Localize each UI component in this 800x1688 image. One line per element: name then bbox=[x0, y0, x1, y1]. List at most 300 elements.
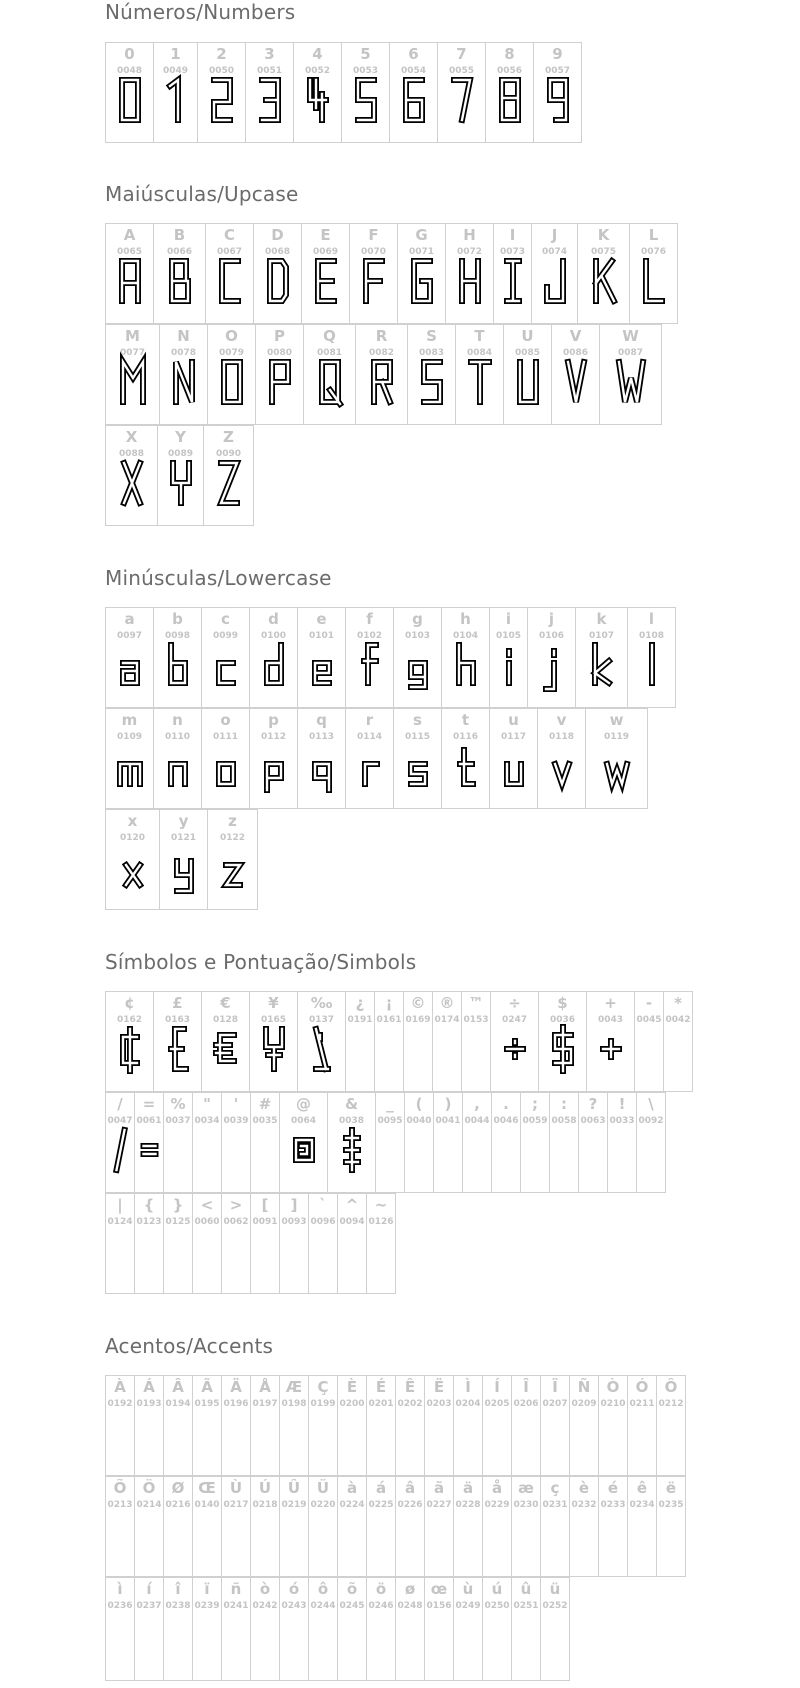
glyph-cell bbox=[453, 1476, 483, 1577]
glyph-char-label: E bbox=[320, 226, 331, 244]
glyph-cell bbox=[462, 1092, 492, 1193]
glyph-cell bbox=[585, 708, 648, 809]
glyph-char-label: Ö bbox=[142, 1479, 156, 1497]
glyph-cell bbox=[598, 1375, 628, 1476]
glyph-char-label: : bbox=[561, 1095, 567, 1113]
glyph-sample bbox=[587, 992, 635, 1093]
section-title-symbols: Símbolos e Pontuação/Simbols bbox=[105, 950, 417, 974]
glyph-cell bbox=[159, 324, 208, 425]
glyph-code-label: 0246 bbox=[368, 1601, 394, 1611]
glyph-code-label: 0044 bbox=[464, 1116, 490, 1126]
glyph-cell bbox=[537, 708, 586, 809]
glyph-sample bbox=[298, 608, 346, 709]
glyph-char-label: y bbox=[178, 812, 189, 830]
glyph-cell bbox=[345, 991, 375, 1092]
glyph-char-label: < bbox=[200, 1196, 214, 1214]
glyph-cell bbox=[134, 1476, 164, 1577]
glyph-char-label: ? bbox=[588, 1095, 598, 1113]
glyph-cell bbox=[201, 991, 250, 1092]
glyph-sample bbox=[106, 224, 154, 325]
glyph-cell bbox=[134, 1193, 164, 1294]
glyph-code-label: 0080 bbox=[266, 348, 293, 358]
glyph-cell bbox=[627, 1375, 657, 1476]
glyph-code-label: 0059 bbox=[522, 1116, 548, 1126]
glyph-cell bbox=[250, 1092, 280, 1193]
glyph-cell bbox=[577, 223, 630, 324]
glyph-code-label: 0087 bbox=[617, 348, 644, 358]
glyph-char-label: Ì bbox=[465, 1378, 471, 1396]
glyph-char-label: à bbox=[346, 1479, 358, 1497]
glyph-code-label: 0204 bbox=[455, 1399, 481, 1409]
glyph-code-label: 0207 bbox=[542, 1399, 568, 1409]
glyph-code-label: 0041 bbox=[435, 1116, 461, 1126]
glyph-char-label: ¡ bbox=[385, 994, 393, 1012]
glyph-sample bbox=[328, 1093, 376, 1194]
glyph-char-label: Ú bbox=[258, 1479, 272, 1497]
glyph-sample bbox=[494, 224, 532, 325]
glyph-code-label: 0037 bbox=[165, 1116, 191, 1126]
glyph-code-label: 0074 bbox=[541, 247, 568, 257]
glyph-cell bbox=[207, 809, 258, 910]
glyph-cell bbox=[221, 1577, 251, 1681]
glyph-code-label: 0163 bbox=[164, 1015, 191, 1025]
glyph-sample bbox=[408, 325, 456, 426]
glyph-cell bbox=[424, 1577, 454, 1681]
glyph-code-label: 0198 bbox=[281, 1399, 307, 1409]
glyph-cell bbox=[629, 223, 678, 324]
glyph-code-label: 0084 bbox=[466, 348, 493, 358]
glyph-code-label: 0226 bbox=[397, 1500, 423, 1510]
glyph-cell bbox=[437, 42, 486, 143]
glyph-cell bbox=[569, 1375, 599, 1476]
glyph-char-label: ä bbox=[462, 1479, 474, 1497]
glyph-code-label: 0197 bbox=[252, 1399, 278, 1409]
glyph-char-label: ¢ bbox=[124, 994, 135, 1012]
glyph-cell bbox=[192, 1193, 222, 1294]
glyph-code-label: 0058 bbox=[551, 1116, 577, 1126]
glyph-cell bbox=[249, 991, 298, 1092]
glyph-code-label: 0247 bbox=[501, 1015, 528, 1025]
glyph-code-label: 0097 bbox=[116, 631, 143, 641]
glyph-sample bbox=[298, 709, 346, 810]
glyph-char-label: - bbox=[645, 994, 653, 1012]
glyph-cell bbox=[337, 1476, 367, 1577]
glyph-sample bbox=[254, 224, 302, 325]
glyph-char-label: 1 bbox=[170, 45, 181, 63]
glyph-char-label: ® bbox=[439, 994, 455, 1012]
glyph-char-label: Ü bbox=[316, 1479, 330, 1497]
glyph-code-label: 0083 bbox=[418, 348, 445, 358]
glyph-cell bbox=[366, 1577, 396, 1681]
glyph-cell bbox=[105, 42, 154, 143]
glyph-char-label: õ bbox=[346, 1580, 358, 1598]
glyph-cell bbox=[397, 223, 446, 324]
glyph-char-label: 2 bbox=[216, 45, 227, 63]
glyph-char-label: ñ bbox=[230, 1580, 242, 1598]
glyph-cell bbox=[201, 607, 250, 708]
glyph-char-label: L bbox=[648, 226, 659, 244]
glyph-char-label: ç bbox=[550, 1479, 560, 1497]
glyph-cell bbox=[511, 1476, 541, 1577]
glyph-char-label: Ë bbox=[433, 1378, 445, 1396]
glyph-code-label: 0064 bbox=[290, 1116, 317, 1126]
glyph-cell bbox=[540, 1476, 570, 1577]
glyph-char-label: J bbox=[551, 226, 558, 244]
glyph-cell bbox=[527, 607, 576, 708]
glyph-cell bbox=[105, 1092, 135, 1193]
glyph-cell bbox=[403, 991, 433, 1092]
glyph-cell bbox=[424, 1375, 454, 1476]
glyph-char-label: S bbox=[426, 327, 437, 345]
glyph-char-label: Î bbox=[523, 1378, 529, 1396]
glyph-code-label: 0048 bbox=[116, 66, 143, 76]
glyph-cell bbox=[395, 1476, 425, 1577]
glyph-cell bbox=[366, 1476, 396, 1577]
glyph-code-label: 0242 bbox=[252, 1601, 278, 1611]
glyph-sample bbox=[486, 43, 534, 144]
glyph-code-label: 0194 bbox=[165, 1399, 191, 1409]
glyph-cell bbox=[134, 1375, 164, 1476]
glyph-code-label: 0196 bbox=[223, 1399, 249, 1409]
glyph-char-label: C bbox=[223, 226, 235, 244]
glyph-char-label: û bbox=[520, 1580, 532, 1598]
glyph-sample bbox=[250, 992, 298, 1093]
glyph-cell bbox=[569, 1476, 599, 1577]
glyph-char-label: ò bbox=[259, 1580, 271, 1598]
glyph-char-label: Y bbox=[175, 428, 186, 446]
glyph-char-label: Ñ bbox=[577, 1378, 591, 1396]
glyph-sample bbox=[600, 325, 662, 426]
glyph-cell bbox=[493, 223, 532, 324]
glyph-char-label: B bbox=[173, 226, 186, 244]
glyph-code-label: 0116 bbox=[452, 732, 479, 742]
glyph-cell bbox=[105, 1577, 135, 1681]
glyph-code-label: 0088 bbox=[118, 449, 145, 459]
glyph-char-label: Ô bbox=[664, 1378, 678, 1396]
glyph-cell bbox=[308, 1577, 338, 1681]
glyph-cell bbox=[250, 1577, 280, 1681]
glyph-sample bbox=[106, 992, 154, 1093]
glyph-cell bbox=[489, 607, 528, 708]
glyph-cell bbox=[249, 708, 298, 809]
glyph-code-label: 0217 bbox=[223, 1500, 249, 1510]
glyph-cell bbox=[455, 324, 504, 425]
glyph-code-label: 0098 bbox=[164, 631, 191, 641]
glyph-cell bbox=[327, 1092, 376, 1193]
glyph-sample bbox=[534, 43, 582, 144]
glyph-cell bbox=[279, 1476, 309, 1577]
glyph-code-label: 0046 bbox=[493, 1116, 519, 1126]
glyph-char-label: À bbox=[114, 1378, 126, 1396]
glyph-sample bbox=[356, 325, 408, 426]
glyph-char-label: D bbox=[271, 226, 284, 244]
glyph-cell bbox=[279, 1375, 309, 1476]
glyph-char-label: ï bbox=[204, 1580, 210, 1598]
glyph-char-label: b bbox=[172, 610, 183, 628]
glyph-cell bbox=[308, 1375, 338, 1476]
glyph-cell bbox=[485, 42, 534, 143]
glyph-code-label: 0235 bbox=[658, 1500, 684, 1510]
glyph-code-label: 0108 bbox=[638, 631, 665, 641]
glyph-code-label: 0115 bbox=[404, 732, 431, 742]
glyph-char-label: Œ bbox=[198, 1479, 216, 1497]
glyph-code-label: 0085 bbox=[514, 348, 541, 358]
glyph-cell bbox=[407, 324, 456, 425]
glyph-code-label: 0245 bbox=[339, 1601, 365, 1611]
glyph-cell bbox=[453, 1577, 483, 1681]
glyph-cell bbox=[337, 1193, 367, 1294]
glyph-code-label: 0230 bbox=[513, 1500, 539, 1510]
glyph-cell bbox=[489, 708, 538, 809]
glyph-cell bbox=[105, 1476, 135, 1577]
glyph-code-label: 0090 bbox=[215, 449, 242, 459]
glyph-char-label: p bbox=[268, 711, 279, 729]
glyph-char-label: K bbox=[597, 226, 610, 244]
glyph-code-label: 0229 bbox=[484, 1500, 510, 1510]
glyph-sample bbox=[280, 1093, 328, 1194]
glyph-char-label: Q bbox=[323, 327, 336, 345]
glyph-char-label: n bbox=[172, 711, 183, 729]
glyph-cell bbox=[192, 1092, 222, 1193]
glyph-code-label: 0072 bbox=[456, 247, 483, 257]
glyph-cell bbox=[105, 708, 154, 809]
glyph-char-label: 5 bbox=[360, 45, 371, 63]
glyph-code-label: 0249 bbox=[455, 1601, 481, 1611]
glyph-char-label: 8 bbox=[504, 45, 515, 63]
glyph-char-label: d bbox=[268, 610, 279, 628]
glyph-code-label: 0071 bbox=[408, 247, 435, 257]
glyph-cell bbox=[575, 607, 628, 708]
glyph-sample bbox=[294, 43, 342, 144]
glyph-sample bbox=[346, 709, 394, 810]
glyph-char-label: [ bbox=[261, 1196, 269, 1214]
glyph-sample bbox=[250, 608, 298, 709]
glyph-code-label: 0036 bbox=[549, 1015, 576, 1025]
glyph-char-label: Á bbox=[143, 1378, 155, 1396]
glyph-char-label: = bbox=[142, 1095, 156, 1113]
glyph-code-label: 0118 bbox=[548, 732, 575, 742]
glyph-char-label: Ã bbox=[201, 1378, 213, 1396]
glyph-sample bbox=[539, 992, 587, 1093]
glyph-code-label: 0161 bbox=[376, 1015, 402, 1025]
glyph-char-label: ) bbox=[444, 1095, 452, 1113]
glyph-code-label: 0199 bbox=[310, 1399, 336, 1409]
glyph-cell bbox=[389, 42, 438, 143]
glyph-sample bbox=[154, 608, 202, 709]
glyph-char-label: w bbox=[609, 711, 624, 729]
glyph-code-label: 0113 bbox=[308, 732, 335, 742]
glyph-sample bbox=[106, 325, 160, 426]
glyph-char-label: Õ bbox=[113, 1479, 127, 1497]
glyph-char-label: N bbox=[177, 327, 190, 345]
glyph-cell bbox=[157, 425, 204, 526]
glyph-cell bbox=[153, 708, 202, 809]
glyph-code-label: 0101 bbox=[308, 631, 335, 641]
glyph-code-label: 0252 bbox=[542, 1601, 568, 1611]
glyph-cell bbox=[159, 809, 208, 910]
glyph-cell bbox=[634, 991, 664, 1092]
glyph-code-label: 0102 bbox=[356, 631, 383, 641]
glyph-cell bbox=[197, 42, 246, 143]
glyph-char-label: ¥ bbox=[268, 994, 279, 1012]
glyph-sample bbox=[202, 608, 250, 709]
glyph-char-label: X bbox=[125, 428, 138, 446]
glyph-cell bbox=[549, 1092, 579, 1193]
section-title-upcase: Maiúsculas/Upcase bbox=[105, 182, 299, 206]
glyph-code-label: 0219 bbox=[281, 1500, 307, 1510]
glyph-code-label: 0053 bbox=[352, 66, 379, 76]
glyph-char-label: | bbox=[117, 1196, 123, 1214]
glyph-char-label: ` bbox=[319, 1196, 327, 1214]
glyph-char-label: ú bbox=[491, 1580, 503, 1598]
glyph-sample bbox=[302, 224, 350, 325]
glyph-code-label: 0114 bbox=[356, 732, 383, 742]
glyph-cell bbox=[636, 1092, 666, 1193]
glyph-char-label: m bbox=[121, 711, 138, 729]
glyph-cell bbox=[540, 1375, 570, 1476]
glyph-sample bbox=[446, 224, 494, 325]
glyph-cell bbox=[345, 607, 394, 708]
glyph-cell bbox=[279, 1193, 309, 1294]
glyph-code-label: 0212 bbox=[658, 1399, 684, 1409]
glyph-char-label: ö bbox=[375, 1580, 387, 1598]
glyph-cell bbox=[337, 1577, 367, 1681]
glyph-char-label: Ä bbox=[230, 1378, 242, 1396]
glyph-code-label: 0096 bbox=[310, 1217, 336, 1227]
glyph-code-label: 0111 bbox=[212, 732, 239, 742]
glyph-cell bbox=[303, 324, 356, 425]
glyph-code-label: 0057 bbox=[544, 66, 571, 76]
glyph-code-label: 0231 bbox=[542, 1500, 568, 1510]
glyph-char-label: è bbox=[578, 1479, 590, 1497]
glyph-cell bbox=[341, 42, 390, 143]
glyph-code-label: 0224 bbox=[339, 1500, 365, 1510]
glyph-char-label: x bbox=[127, 812, 138, 830]
glyph-code-label: 0095 bbox=[377, 1116, 403, 1126]
glyph-char-label: { bbox=[143, 1196, 155, 1214]
glyph-code-label: 0238 bbox=[165, 1601, 191, 1611]
glyph-sample bbox=[628, 608, 676, 709]
glyph-cell bbox=[482, 1577, 512, 1681]
glyph-sample bbox=[346, 608, 394, 709]
glyph-char-label: \ bbox=[648, 1095, 654, 1113]
glyph-code-label: 0165 bbox=[260, 1015, 287, 1025]
glyph-code-label: 0070 bbox=[360, 247, 387, 257]
glyph-char-label: ^ bbox=[345, 1196, 359, 1214]
glyph-char-label: ¿ bbox=[355, 994, 365, 1012]
glyph-code-label: 0191 bbox=[347, 1015, 373, 1025]
glyph-cell bbox=[511, 1375, 541, 1476]
glyph-cell bbox=[656, 1476, 686, 1577]
glyph-cell bbox=[279, 1092, 328, 1193]
glyph-cell bbox=[105, 607, 154, 708]
glyph-cell bbox=[105, 223, 154, 324]
glyph-char-label: O bbox=[225, 327, 238, 345]
glyph-sample bbox=[438, 43, 486, 144]
glyph-char-label: _ bbox=[386, 1095, 394, 1113]
glyph-code-label: 0107 bbox=[588, 631, 615, 641]
glyph-cell bbox=[374, 991, 404, 1092]
glyph-code-label: 0156 bbox=[426, 1601, 452, 1611]
glyph-char-label: ó bbox=[288, 1580, 300, 1598]
glyph-char-label: Û bbox=[287, 1479, 301, 1497]
glyph-sample bbox=[394, 608, 442, 709]
glyph-sample bbox=[106, 709, 154, 810]
glyph-char-label: z bbox=[228, 812, 237, 830]
glyph-char-label: ( bbox=[415, 1095, 423, 1113]
glyph-sample bbox=[298, 992, 346, 1093]
glyph-char-label: + bbox=[604, 994, 617, 1012]
glyph-cell bbox=[105, 1375, 135, 1476]
glyph-char-label: ™ bbox=[468, 994, 484, 1012]
glyph-code-label: 0035 bbox=[252, 1116, 278, 1126]
glyph-char-label: F bbox=[368, 226, 379, 244]
glyph-code-label: 0233 bbox=[600, 1500, 626, 1510]
glyph-char-label: Ç bbox=[317, 1378, 329, 1396]
glyph-cell bbox=[250, 1375, 280, 1476]
glyph-sample bbox=[154, 992, 202, 1093]
glyph-cell bbox=[533, 42, 582, 143]
glyph-code-label: 0162 bbox=[116, 1015, 143, 1025]
glyph-code-label: 0082 bbox=[368, 348, 395, 358]
glyph-code-label: 0092 bbox=[638, 1116, 664, 1126]
glyph-code-label: 0200 bbox=[339, 1399, 365, 1409]
glyph-char-label: W bbox=[622, 327, 639, 345]
glyph-sample bbox=[198, 43, 246, 144]
section-title-accents: Acentos/Accents bbox=[105, 1334, 274, 1358]
glyph-char-label: Ê bbox=[404, 1378, 416, 1396]
glyph-code-label: 0103 bbox=[404, 631, 431, 641]
glyph-sample bbox=[576, 608, 628, 709]
glyph-cell bbox=[393, 607, 442, 708]
glyph-char-label: 9 bbox=[552, 45, 563, 63]
glyph-char-label: i bbox=[505, 610, 512, 628]
glyph-code-label: 0063 bbox=[580, 1116, 606, 1126]
glyph-sample bbox=[552, 325, 600, 426]
glyph-code-label: 0062 bbox=[223, 1217, 249, 1227]
glyph-cell bbox=[540, 1577, 570, 1681]
glyph-code-label: 0094 bbox=[339, 1217, 365, 1227]
glyph-cell bbox=[375, 1092, 405, 1193]
glyph-cell bbox=[366, 1193, 396, 1294]
glyph-char-label: 6 bbox=[408, 45, 419, 63]
glyph-char-label: ~ bbox=[374, 1196, 388, 1214]
glyph-cell bbox=[105, 991, 154, 1092]
glyph-cell bbox=[538, 991, 587, 1092]
glyph-cell bbox=[656, 1375, 686, 1476]
glyph-sample bbox=[538, 709, 586, 810]
glyph-code-label: 0099 bbox=[212, 631, 239, 641]
glyph-code-label: 0106 bbox=[538, 631, 565, 641]
glyph-char-label: 4 bbox=[312, 45, 323, 63]
glyph-cell bbox=[355, 324, 408, 425]
glyph-sample bbox=[202, 709, 250, 810]
glyph-char-label: Ò bbox=[606, 1378, 620, 1396]
glyph-char-label: e bbox=[316, 610, 327, 628]
glyph-code-label: 0076 bbox=[640, 247, 667, 257]
glyph-cell bbox=[153, 991, 202, 1092]
glyph-char-label: € bbox=[220, 994, 231, 1012]
glyph-code-label: 0234 bbox=[629, 1500, 655, 1510]
glyph-cell bbox=[586, 991, 635, 1092]
glyph-char-label: a bbox=[124, 610, 135, 628]
glyph-code-label: 0213 bbox=[107, 1500, 133, 1510]
glyph-char-label: ü bbox=[549, 1580, 561, 1598]
glyph-code-label: 0086 bbox=[562, 348, 589, 358]
glyph-code-label: 0122 bbox=[219, 833, 246, 843]
glyph-sample bbox=[208, 325, 256, 426]
glyph-cell bbox=[349, 223, 398, 324]
